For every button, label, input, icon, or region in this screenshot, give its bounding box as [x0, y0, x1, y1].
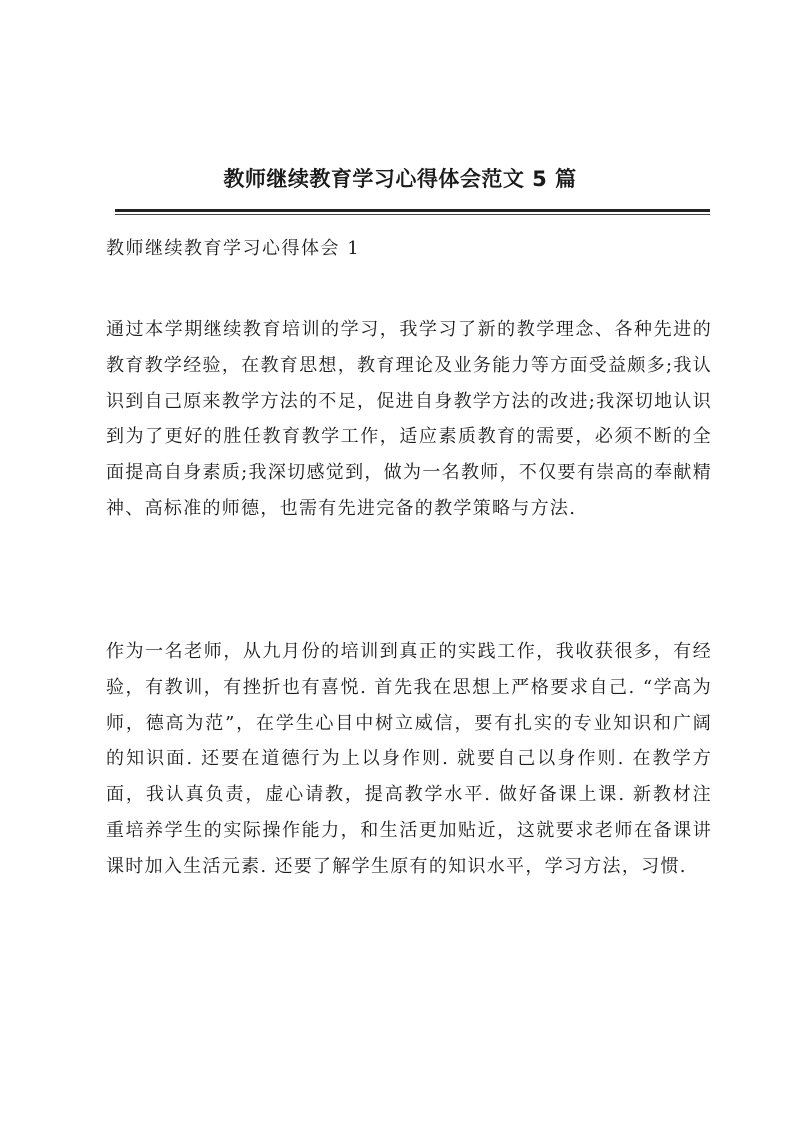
page-title: 教师继续教育学习心得体会范文 5 篇: [223, 167, 577, 191]
title-divider: [115, 209, 710, 212]
title-divider-thin: [115, 214, 710, 215]
section-heading: 教师继续教育学习心得体会 1: [106, 238, 361, 259]
body-paragraph-2: 作为一名老师，从九月份的培训到真正的实践工作，我收获很多，有经验，有教训，有挫折也有喜悦. 首先我在思想上严格要求自己. “学高为师，德高为范”，在学生心目中树立威信，要有扎实的专业知识和广阔的知识面. 还要在道德行为上以身作则. 就要自己以身作则. 在教学方面，我认真负责，虚心请教，提高教学水平. 做好备课上课. 新教材注重培养学生的实际操作能力，和生活更加贴近，这就要求老师在备课讲课时加入生活元素. 还要了解学生原有的知识水平，学习方法，习惯.: [106, 641, 712, 877]
body-paragraph-1: 通过本学期继续教育培训的学习，我学习了新的教学理念、各种先进的教育教学经验，在教育思想，教育理论及业务能力等方面受益颇多;我认识到自己原来教学方法的不足，促进自身教学方法的改进;我深切地认识到为了更好的胜任教育教学工作，适应素质教育的需要，必须不断的全面提高自身素质;我深切感觉到，做为一名教师，不仅要有崇高的奉献精神、高标准的师德，也需有先进完备的教学策略与方法.: [106, 319, 712, 519]
